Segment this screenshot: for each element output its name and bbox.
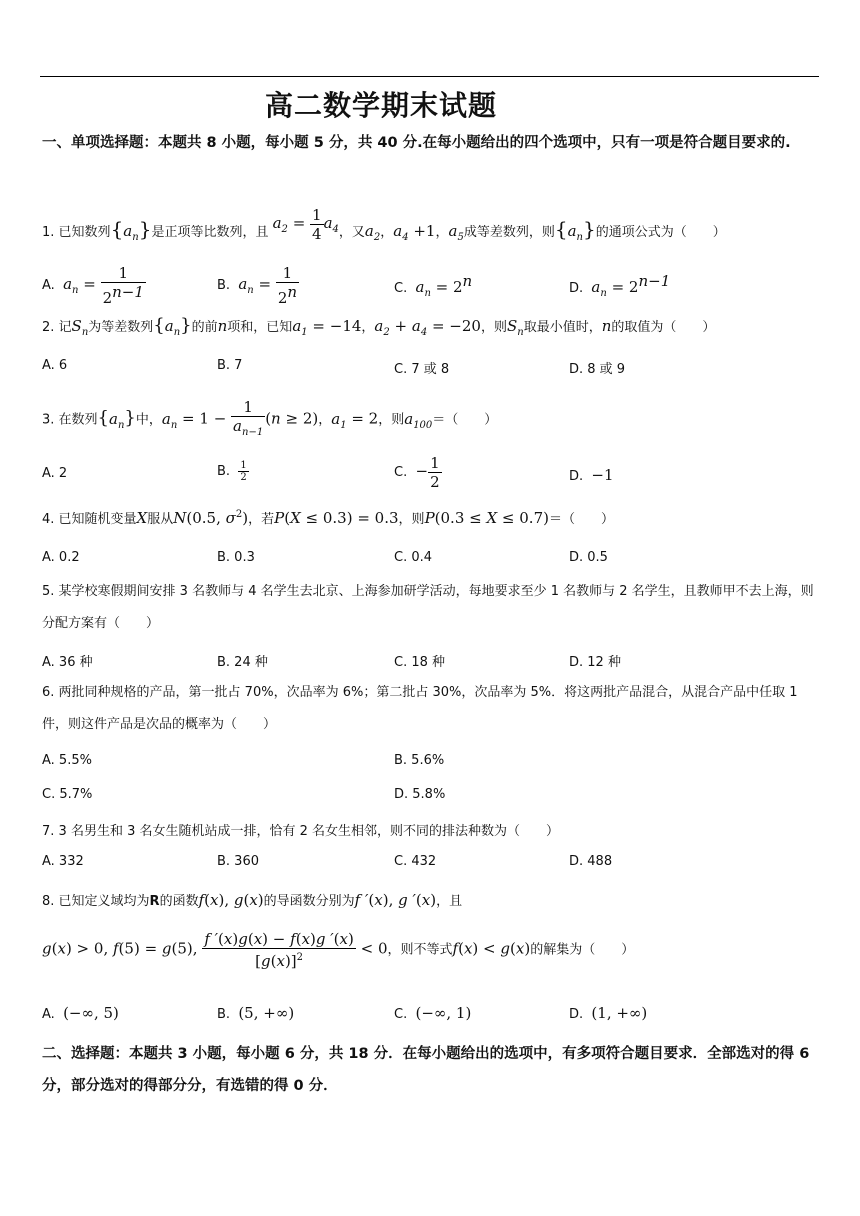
- q2-option-d[interactable]: D. 8 或 9: [569, 362, 626, 377]
- q1-option-c[interactable]: C. $a_n = 2^n$: [394, 272, 473, 299]
- q8-option-b[interactable]: B. (5, +∞): [217, 1004, 295, 1022]
- q7-option-a[interactable]: A. 332: [42, 854, 84, 869]
- q1-option-d[interactable]: D. $a_n = 2^{n-1}$: [569, 272, 671, 299]
- question-8-condition: g(x) > 0, f(5) = g(5), $\frac{f '(x)g(x) - f(x)g '(x)}{[g(x)]^2}$ < 0，则不等式f(x) < g(x)的解集为（ ）: [42, 930, 635, 970]
- q5-option-d[interactable]: D. 12 种: [569, 655, 621, 670]
- q4-option-b[interactable]: B. 0.3: [217, 550, 255, 565]
- q8-option-a[interactable]: A. (−∞, 5): [42, 1004, 119, 1022]
- q8-option-d[interactable]: D. (1, +∞): [569, 1004, 648, 1022]
- q3-option-a[interactable]: A. 2: [42, 466, 68, 481]
- question-4: 4. 已知随机变量X服从N(0.5, $\sigma^2$)，若P(X ≤ 0.3) = 0.3，则P(0.3 ≤ X ≤ 0.7)＝（ ）: [42, 509, 614, 527]
- q5-option-a[interactable]: A. 36 种: [42, 655, 93, 670]
- q7-option-b[interactable]: B. 360: [217, 854, 259, 869]
- section-1-heading: 一、单项选择题：本题共 8 小题，每小题 5 分，共 40 分.在每小题给出的四个选项中，只有一项是符合题目要求的.: [42, 135, 791, 151]
- q6-option-b[interactable]: B. 5.6%: [394, 753, 445, 768]
- q2-option-c[interactable]: C. 7 或 8: [394, 362, 450, 377]
- question-2: 2. 记$S_n$为等差数列$\{a_n\}$的前n项和，已知$a_1 = -14$，$a_2 + a_4 = -20$，则$S_n$取最小值时，n的取值为（ ）: [42, 315, 716, 338]
- q4-option-d[interactable]: D. 0.5: [569, 550, 608, 565]
- q2-option-b[interactable]: B. 7: [217, 358, 243, 373]
- question-5: 5. 某学校寒假期间安排 3 名教师与 4 名学生去北京、上海参加研学活动，每地要求至少 1 名教师与 2 名学生，且教师甲不去上海，则分配方案有（ ）: [42, 584, 814, 631]
- q5-option-b[interactable]: B. 24 种: [217, 655, 268, 670]
- q8-option-c[interactable]: C. (−∞, 1): [394, 1004, 472, 1022]
- question-6: 6. 两批同种规格的产品，第一批占 70%，次品率为 6%；第二批占 30%，次品率为 5%．将这两批产品混合，从混合产品中任取 1 件，则这件产品是次品的概率为（ ）: [42, 685, 798, 732]
- q7-option-d[interactable]: D. 488: [569, 854, 613, 869]
- q3-option-c[interactable]: C. − $\frac{1}{2}$: [394, 454, 440, 491]
- q2-option-a[interactable]: A. 6: [42, 358, 68, 373]
- question-3: 3. 在数列$\{a_n\}$中，$a_n = 1$ − $\frac{1}{a_{n-1}}$ (n ≥ 2)，$a_1 = 2$，则$a_{100}=$（ ）: [42, 398, 498, 438]
- question-7: 7. 3 名男生和 3 名女生随机站成一排，恰有 2 名女生相邻，则不同的排法种数为（ ）: [42, 824, 560, 839]
- page-title: 高二数学期末试题: [265, 89, 498, 122]
- q6-option-a[interactable]: A. 5.5%: [42, 753, 92, 768]
- question-8: 8. 已知定义域均为R的函数f(x), g(x)的导函数分别为f ′(x), g ′(x)，且: [42, 891, 463, 909]
- top-rule: [40, 76, 819, 77]
- q7-option-c[interactable]: C. 432: [394, 854, 437, 869]
- q6-option-d[interactable]: D. 5.8%: [394, 787, 446, 802]
- q3-option-d[interactable]: D. −1: [569, 466, 614, 484]
- q4-option-c[interactable]: C. 0.4: [394, 550, 433, 565]
- q1-option-a[interactable]: A. $a_n$ = $\frac{1}{2^{n-1}}$: [42, 264, 144, 307]
- q4-option-a[interactable]: A. 0.2: [42, 550, 80, 565]
- section-2-heading: 二、选择题：本题共 3 小题，每小题 6 分，共 18 分．在每小题给出的选项中，有多项符合题目要求．全部选对的得 6 分，部分选对的得部分分，有选错的得 0 分．: [42, 1046, 810, 1094]
- q5-option-c[interactable]: C. 18 种: [394, 655, 446, 670]
- question-1: 1. 已知数列$\{a_n\}$是正项等比数列，且 $a_2$ = $\frac{1}{4}$ $a_4$，又$a_2$，$a_4 +1$，$a_5$成等差数列，则$\{a_n\}$的通项公式为（ ）: [42, 206, 726, 243]
- q6-option-c[interactable]: C. 5.7%: [42, 787, 93, 802]
- q1-option-b[interactable]: B. $a_n$ = $\frac{1}{2^n}$: [217, 264, 298, 307]
- q3-option-b[interactable]: B. $\frac{1}{2}$: [217, 460, 247, 483]
